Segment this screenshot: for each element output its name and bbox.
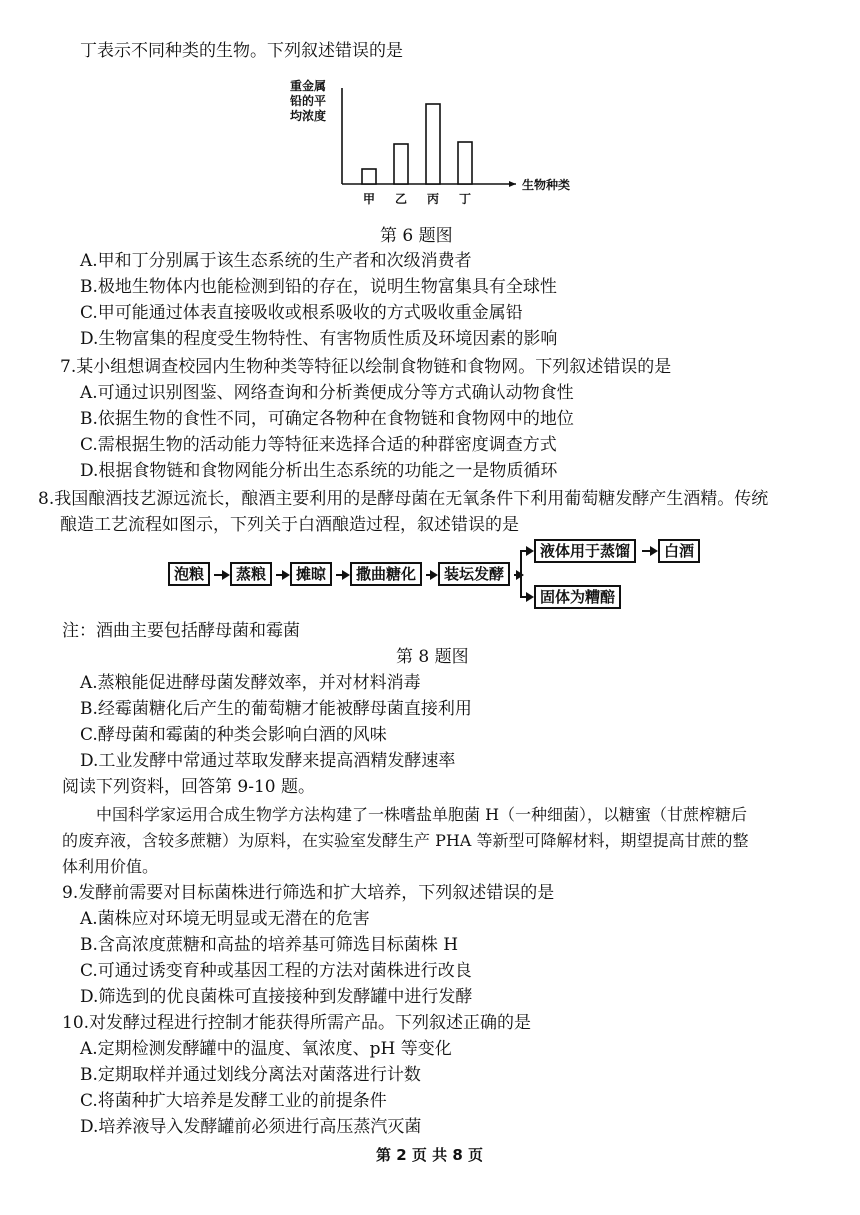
page-number: 第 2 页 共 8 页: [376, 1146, 483, 1164]
bar-4: [458, 142, 472, 184]
x-tick-label: 甲: [362, 192, 376, 206]
flow-arrow: [214, 574, 228, 576]
question-9-stem: 9.发酵前需要对目标菌株进行筛选和扩大培养，下列叙述错误的是: [62, 883, 555, 903]
y-axis-label: 均浓度: [290, 109, 327, 123]
question-10-stem: 10.对发酵过程进行控制才能获得所需产品。下列叙述正确的是: [62, 1013, 532, 1033]
passage-line-2: 的废弃液，含较多蔗糖）为原料，在实验室发酵生产 PHA 等新型可降解材料，期望提高甘蔗的整: [62, 831, 749, 850]
flow-branch-liquid: 液体用于蒸馏: [534, 539, 636, 563]
q9-option-c: C.可通过诱变育种或基因工程的方法对菌株进行改良: [80, 961, 472, 981]
q8-option-c: C.酵母菌和霉菌的种类会影响白酒的风味: [80, 725, 387, 745]
question-8-stem-line-2: 酿造工艺流程如图示，下列关于白酒酿造过程，叙述错误的是: [60, 515, 519, 535]
q6-option-d: D.生物富集的程度受生物特性、有害物质性质及环境因素的影响: [80, 329, 558, 349]
x-axis-arrow: [509, 181, 516, 187]
figure-8-note: 注：酒曲主要包括酵母菌和霉菌: [62, 621, 300, 641]
flow-arrow: [642, 550, 656, 552]
q9-option-d: D.筛选到的优良菌株可直接接种到发酵罐中进行发酵: [80, 987, 473, 1007]
x-tick-label: 丙: [426, 192, 440, 206]
q10-option-d: D.培养液导入发酵罐前必须进行高压蒸汽灭菌: [80, 1117, 422, 1137]
y-axis-label: 铅的平: [290, 94, 327, 108]
flow-arrow: [520, 550, 532, 552]
question-7-stem: 7.某小组想调查校园内生物种类等特征以绘制食物链和食物网。下列叙述错误的是: [60, 357, 672, 377]
q10-option-b: B.定期取样并通过划线分离法对菌落进行计数: [80, 1065, 421, 1085]
passage-line-3: 体利用价值。: [62, 857, 159, 876]
passage-line-1: 中国科学家运用合成生物学方法构建了一株嗜盐单胞菌 H（一种细菌），以糖蜜（甘蔗榨糖后: [96, 805, 748, 824]
figure-6-caption: 第 6 题图: [380, 226, 453, 246]
flow-branch-solid: 固体为糟醅: [534, 585, 621, 609]
x-tick-label: 乙: [394, 192, 408, 206]
q8-option-a: A.蒸粮能促进酵母菌发酵效率，并对材料消毒: [80, 673, 421, 693]
question-6-stem-tail: 丁表示不同种类的生物。下列叙述错误的是: [80, 41, 403, 61]
flow-result-baijiu: 白酒: [658, 539, 700, 563]
question-8-stem-line-1: 8.我国酿酒技艺源远流长，酿酒主要利用的是酵母菌在无氧条件下利用葡萄糖发酵产生酒精。传统: [38, 489, 769, 509]
q7-option-c: C.需根据生物的活动能力等特征来选择合适的种群密度调查方式: [80, 435, 557, 455]
bar-2: [394, 144, 408, 184]
q6-option-c: C.甲可能通过体表直接吸收或根系吸收的方式吸收重金属铅: [80, 303, 523, 323]
flow-step-cool: 摊晾: [290, 562, 332, 586]
q7-option-d: D.根据食物链和食物网能分析出生态系统的功能之一是物质循环: [80, 461, 558, 481]
flow-branch-line: [520, 550, 522, 596]
q10-option-c: C.将菌种扩大培养是发酵工业的前提条件: [80, 1091, 387, 1111]
q7-option-b: B.依据生物的食性不同，可确定各物种在食物链和食物网中的地位: [80, 409, 574, 429]
x-tick-label: 丁: [458, 192, 472, 206]
x-axis-label: 生物种类: [522, 178, 571, 192]
q6-option-b: B.极地生物体内也能检测到铅的存在，说明生物富集具有全球性: [80, 277, 557, 297]
flow-step-steam: 蒸粮: [230, 562, 272, 586]
q10-option-a: A.定期检测发酵罐中的温度、氧浓度、pH 等变化: [80, 1039, 452, 1059]
bar-1: [362, 169, 376, 184]
flow-step-saccharify: 撒曲糖化: [350, 562, 422, 586]
flow-step-ferment: 装坛发酵: [438, 562, 510, 586]
flow-arrow: [336, 574, 348, 576]
figure-8-caption: 第 8 题图: [396, 647, 469, 667]
flow-arrow: [520, 596, 532, 598]
q8-option-b: B.经霉菌糖化后产生的葡萄糖才能被酵母菌直接利用: [80, 699, 472, 719]
q6-option-a: A.甲和丁分别属于该生态系统的生产者和次级消费者: [80, 251, 472, 271]
flow-step-soak: 泡粮: [168, 562, 210, 586]
figure-6-bar-chart: [290, 78, 590, 223]
q9-option-a: A.菌株应对环境无明显或无潜在的危害: [80, 909, 370, 929]
q9-option-b: B.含高浓度蔗糖和高盐的培养基可筛选目标菌株 H: [80, 935, 459, 955]
flow-arrow: [276, 574, 288, 576]
bar-3: [426, 104, 440, 184]
reading-intro: 阅读下列资料，回答第 9-10 题。: [62, 777, 315, 797]
y-axis-label: 重金属: [290, 79, 327, 93]
q8-option-d: D.工业发酵中常通过萃取发酵来提高酒精发酵速率: [80, 751, 456, 771]
q7-option-a: A.可通过识别图鉴、网络查询和分析粪便成分等方式确认动物食性: [80, 383, 574, 403]
flow-arrow: [426, 574, 436, 576]
